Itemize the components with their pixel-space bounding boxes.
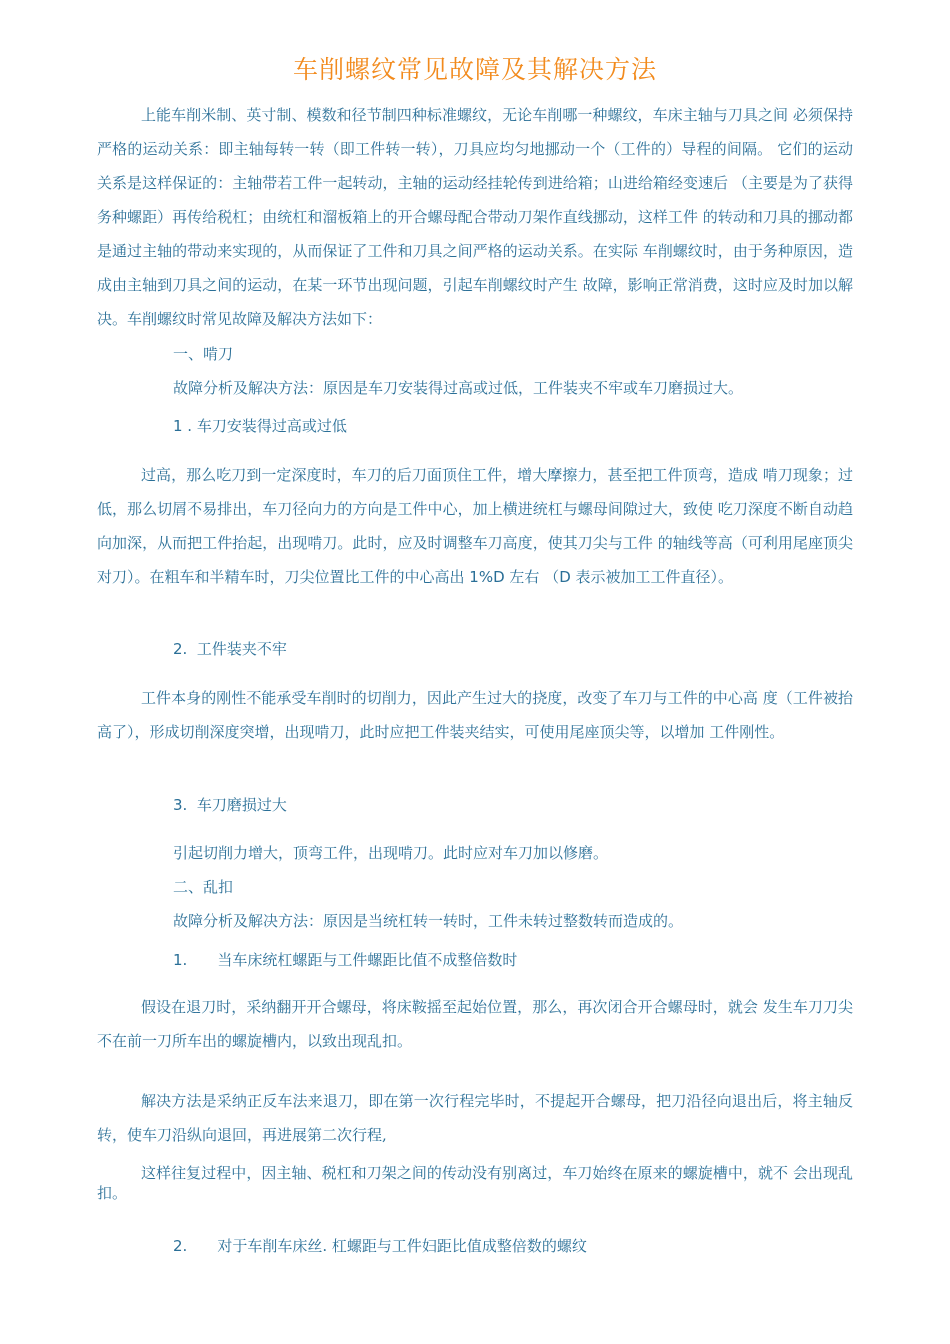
item-1-percent-value: 1%D [469, 568, 505, 586]
subitem-2-title: 对于车削车床丝. 杠螺距与工件妇距比值成整倍数的螺纹 [217, 1237, 587, 1255]
subitem-1-title: 当车床统杠螺距与工件螺距比值不成整倍数时 [217, 951, 518, 969]
item-2-title: 工件装夹不牢 [196, 640, 287, 658]
item-3-title: 车刀磨损过大 [196, 796, 287, 814]
item-2-number: 2. [173, 640, 188, 658]
item-1-body [97, 458, 853, 594]
intro-paragraph: 上能车削米制、英寸制、模数和径节制四种标准螺纹，无论车削哪一种螺纹，车床主轴与刀具之间 必须保持严格的运动关系：即主轴每转一转（即工件转一转），刀具应均匀地挪动一个（工件的）导程的间隔。 它们的运动关系是这样保证的：主轴带若工件一起转动，主轴的运动经挂轮传到进给箱；山进给箱经变速后 （主要是为了获得务种螺距）再传给税杠；由统杠和溜板箱上的开合螺母配合带动刀架作直线挪动，这样工件 的转动和刀具的挪动都是通过主轴的带动来实现的，从而保证了工件和刀具之间严格的运动关系。在实际 车削螺纹时，由于务种原因，造成由主轴到刀具之间的运动，在某一环节出现问题，引起车削螺纹时产生 故障，影响正常消费，这时应及时加以解决。车削螺纹时常见故障及解决方法如下： [97, 106, 853, 328]
subitem-2-number: 2. [173, 1237, 188, 1255]
item-1-body-text-b: 左右 （ [504, 568, 560, 586]
item-3-number: 3. [173, 796, 188, 814]
item-1-title: 车刀安装得过高或过低 [196, 417, 347, 435]
item-1-heading [173, 416, 347, 436]
item-2-heading [173, 639, 287, 659]
document-title: 车削螺纹常见故障及其解决方法 [292, 55, 657, 84]
section-2-analysis: 故障分析及解决方法：原因是当统杠转一转时，工件未转过整数转而造成的。 [173, 912, 684, 930]
subitem-1-number: 1. [173, 951, 188, 969]
item-3-heading [173, 795, 287, 815]
item-2-body: 工件本身的刚性不能承受车削时的切削力，因此产生过大的挠度，改变了车刀与工件的中心高 度（工件被抬高了），形成切削深度突增，出现啃刀，此时应把工件装夹结实，可使用尾座顶尖等，以增加 工件刚性。 [97, 689, 853, 741]
subitem-1-solution: 解决方法是采纳正反车法来退刀，即在第一次行程完毕时，不提起开合螺母，把刀沿径向退出后，将主轴反转，使车刀沿纵向退回，再进展第二次行程, [97, 1092, 853, 1144]
item-1-number: 1 . [173, 417, 193, 435]
item-1-d-symbol: D [559, 568, 571, 586]
section-2-heading: 二、乱扣 [173, 878, 234, 896]
subitem-1-body: 假设在退刀时，采纳翻开开合螺母，将床鞍摇至起始位置，那么，再次闭合开合螺母时，就会 发生车刀刀尖不在前一刀所车出的螺旋槽内，以致出现乱扣。 [97, 998, 853, 1050]
item-3-body: 引起切削力增大，顶弯工件，出现啃刀。此时应对车刀加以修磨。 [173, 844, 609, 862]
section-1-heading: 一、啃刀 [173, 345, 234, 363]
subitem-2-heading [173, 1236, 587, 1256]
subitem-1-heading [173, 950, 517, 970]
section-1-analysis: 故障分析及解决方法：原因是车刀安装得过高或过低，工件装夹不牢或车刀磨损过大。 [173, 379, 744, 397]
subitem-1-continuation: 这样往复过程中，因主轴、税杠和刀架之间的传动没有别离过，车刀始终在原来的螺旋槽中，就不 会出现乱扣。 [97, 1164, 853, 1202]
item-1-body-text-c: 表示被加工工件直径）。 [570, 568, 734, 586]
item-1-body-text-a: 过高，那么吃刀到一定深度时，车刀的后刀面顶住工件，增大摩擦力，甚至把工件顶弯，造成 啃刀现象；过低，那么切屑不易排出，车刀径向力的方向是工件中心，加上横进统杠与螺母间隙过大，致使 吃刀深度不断自动趋向加深，从而把工件抬起，出现啃刀。此时，应及时调整车刀高度，使其刀尖与工件 的轴线等高（可利用尾座顶尖对刀）。在粗车和半精车时，刀尖位置比工件的中心高出 [97, 466, 853, 586]
